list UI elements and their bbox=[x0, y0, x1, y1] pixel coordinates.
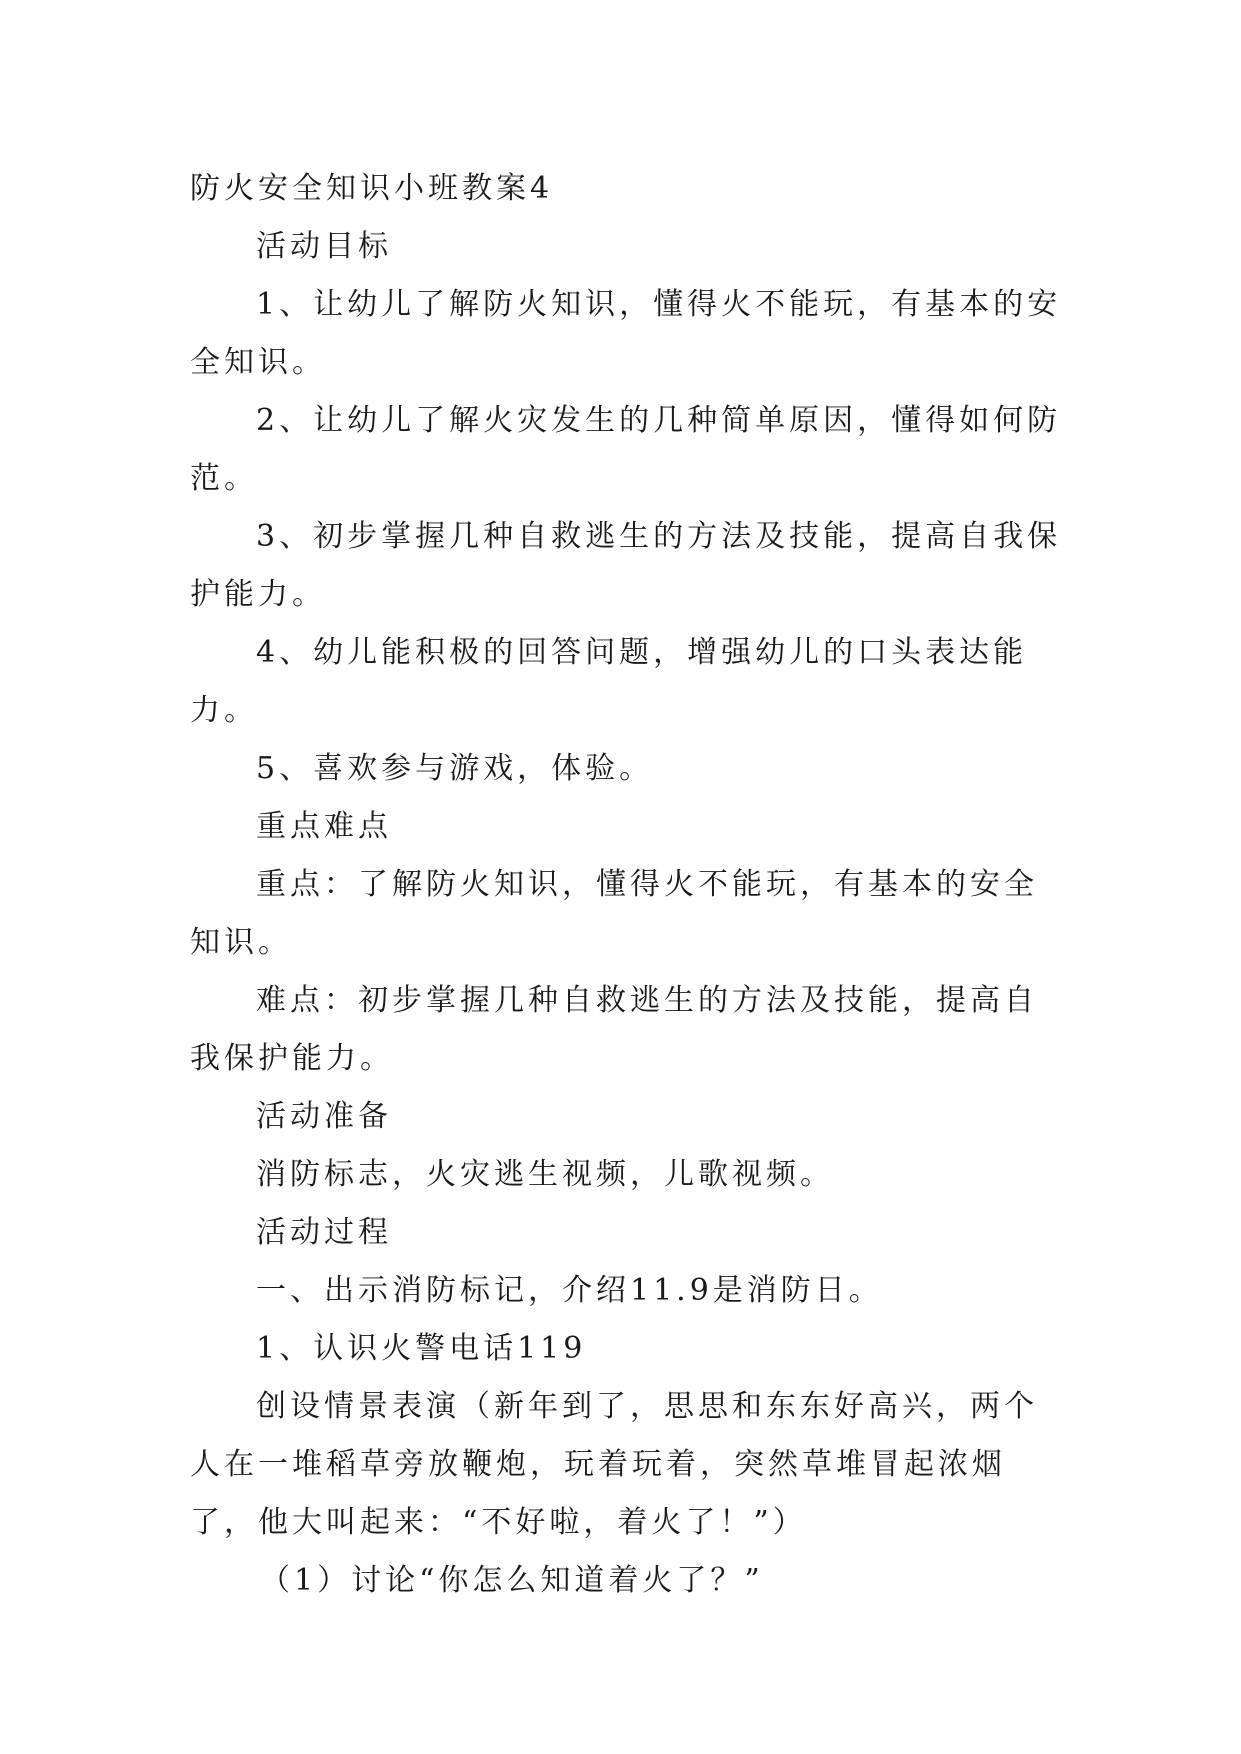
goal-item-4: 4、幼儿能积极的回答问题，增强幼儿的口头表达能力。 bbox=[190, 635, 1028, 728]
goal-item-1: 1、让幼儿了解防火知识，懂得火不能玩，有基本的安全知识。 bbox=[190, 287, 1062, 380]
prep-paragraph: 消防标志，火灾逃生视频，儿歌视频。 bbox=[256, 1157, 834, 1192]
process-step-1-1: 1、认识火警电话119 bbox=[256, 1331, 587, 1366]
document-body bbox=[190, 160, 1070, 1610]
document-title: 防火安全知识小班教案4 bbox=[190, 171, 554, 206]
goal-item-2: 2、让幼儿了解火灾发生的几种简单原因，懂得如何防范。 bbox=[190, 403, 1062, 496]
difficulty-paragraph: 难点：初步掌握几种自救逃生的方法及技能，提高自我保护能力。 bbox=[190, 983, 1038, 1076]
goal-item-3: 3、初步掌握几种自救逃生的方法及技能，提高自我保护能力。 bbox=[190, 519, 1062, 612]
goal-item-5: 5、喜欢参与游戏，体验。 bbox=[256, 751, 654, 786]
heading-key-difficulties: 重点难点 bbox=[256, 809, 392, 844]
heading-activity-process: 活动过程 bbox=[256, 1215, 392, 1250]
scene-paragraph: 创设情景表演（新年到了，思思和东东好高兴，两个人在一堆稻草旁放鞭炮，玩着玩着，突然草堆冒起浓烟了，他大叫起来：“不好啦，着火了！”） bbox=[190, 1389, 1038, 1540]
process-step-1: 一、出示消防标记，介绍11.9是消防日。 bbox=[256, 1273, 883, 1308]
key-point-paragraph: 重点：了解防火知识，懂得火不能玩，有基本的安全知识。 bbox=[190, 867, 1038, 960]
heading-activity-prep: 活动准备 bbox=[256, 1099, 392, 1134]
discussion-item-1: （1）讨论“你怎么知道着火了？” bbox=[260, 1563, 764, 1598]
heading-activity-goals: 活动目标 bbox=[256, 229, 392, 264]
